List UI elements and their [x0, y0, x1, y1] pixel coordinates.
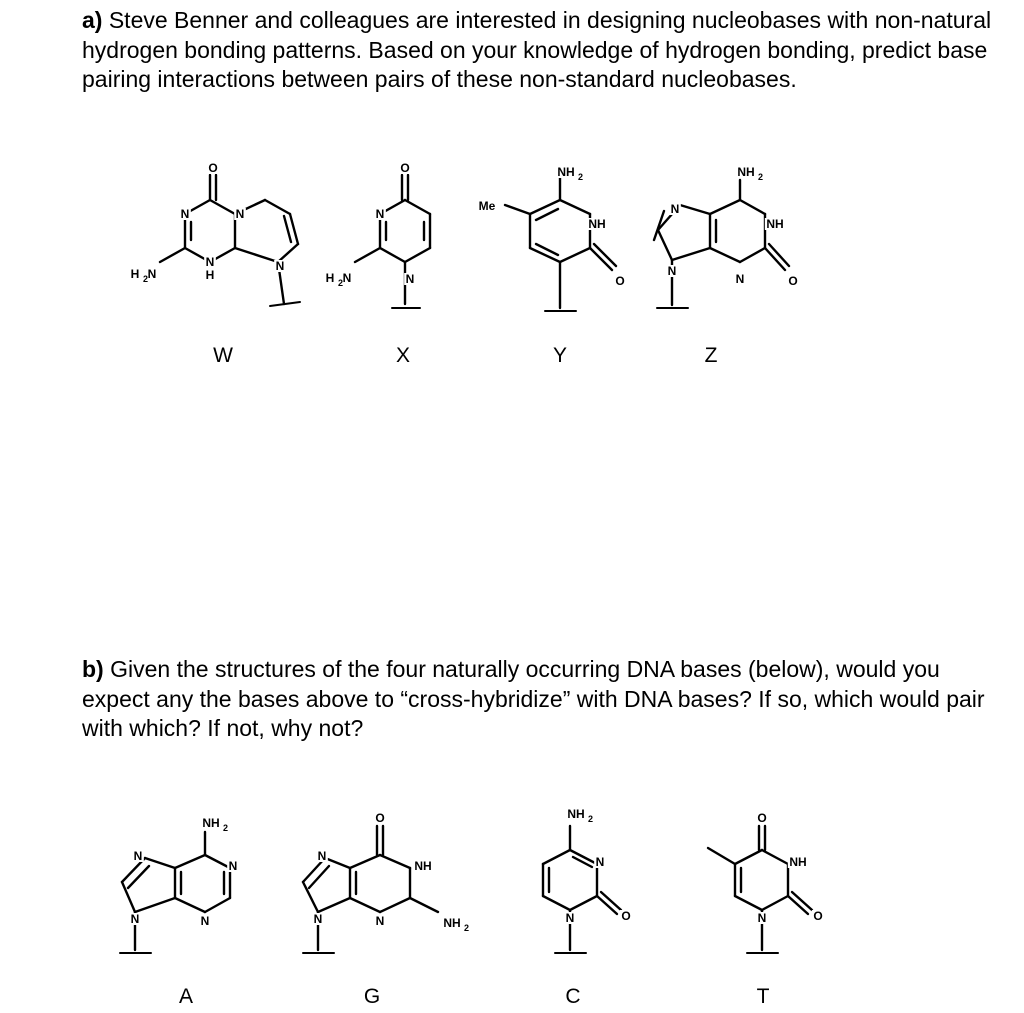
- label-y: Y: [552, 344, 568, 367]
- y-amino: NH: [557, 165, 575, 179]
- x-n3: N: [375, 207, 385, 221]
- a-n3: N: [200, 914, 210, 928]
- z-carbonyl-o: O: [788, 274, 798, 288]
- label-t: T: [756, 985, 770, 1008]
- y-nh: NH: [588, 217, 606, 231]
- w-carbonyl-o: O: [208, 161, 218, 175]
- w-n3: N: [180, 207, 190, 221]
- g-amino: NH: [443, 916, 461, 930]
- question-a-label: a): [82, 7, 103, 33]
- g-carbonyl-o: O: [375, 811, 385, 825]
- x-n1: N: [405, 272, 415, 286]
- w-h2n-n: N: [147, 267, 157, 281]
- structure-t: [708, 826, 812, 953]
- c-n1: N: [565, 911, 575, 925]
- x-h2n-h: H: [325, 271, 335, 285]
- w-n9: N: [275, 259, 285, 273]
- structure-z: [654, 180, 789, 308]
- label-g: G: [363, 985, 381, 1008]
- label-a: A: [178, 985, 194, 1008]
- x-carbonyl-o: O: [400, 161, 410, 175]
- g-n3: N: [375, 914, 385, 928]
- g-n9: N: [313, 912, 323, 926]
- a-amino: NH: [202, 816, 220, 830]
- g-amino-sub: 2: [464, 923, 470, 933]
- w-n1: N: [205, 255, 215, 269]
- z-n7: N: [670, 202, 680, 216]
- label-w: W: [213, 344, 233, 367]
- question-b-label: b): [82, 656, 104, 682]
- question-a-text: Steve Benner and colleagues are interested in designing nucleobases with non-natural hydrogen bonding patterns. Based on your knowledge of hydrogen bonding, predict base pairing interactions between pairs of these non-standard nucleobases.: [82, 7, 992, 92]
- structure-w: [160, 175, 300, 306]
- t-n1: N: [757, 911, 767, 925]
- w-n1-h: H: [205, 268, 215, 282]
- g-n7: N: [317, 849, 327, 863]
- x-h2n-sub: 2: [338, 278, 344, 288]
- c-amino-sub: 2: [588, 814, 594, 824]
- label-x: X: [395, 344, 411, 367]
- label-z: Z: [704, 344, 718, 367]
- a-n7: N: [133, 849, 143, 863]
- c-amino: NH: [567, 807, 585, 821]
- w-h2n-sub: 2: [143, 274, 149, 284]
- y-methyl: Me: [478, 199, 496, 213]
- question-b-text: Given the structures of the four naturally occurring DNA bases (below), would you expect any the bases above to “cross-hybridize” with DNA bases? If so, which would pair with which? If not, why not?: [82, 656, 985, 741]
- z-amino-sub: 2: [758, 172, 764, 182]
- structure-y: [505, 178, 616, 311]
- z-nh: NH: [766, 217, 784, 231]
- t-carbonyl-o-2: O: [813, 909, 823, 923]
- structure-c: [543, 826, 621, 953]
- z-n: N: [735, 272, 745, 286]
- label-c: C: [565, 985, 581, 1008]
- x-h2n-n: N: [342, 271, 352, 285]
- w-n: N: [235, 207, 245, 221]
- t-nh: NH: [789, 855, 807, 869]
- t-carbonyl-o: O: [757, 811, 767, 825]
- y-carbonyl-o: O: [615, 274, 625, 288]
- y-amino-sub: 2: [578, 172, 584, 182]
- c-carbonyl-o: O: [621, 909, 631, 923]
- structure-x: [355, 175, 430, 308]
- structure-g: [303, 826, 438, 953]
- z-amino: NH: [737, 165, 755, 179]
- c-n3: N: [595, 855, 605, 869]
- z-n9: N: [667, 264, 677, 278]
- a-n9: N: [130, 912, 140, 926]
- a-amino-sub: 2: [223, 823, 229, 833]
- a-n1: N: [228, 859, 238, 873]
- g-nh: NH: [414, 859, 432, 873]
- w-h2n-h: H: [130, 267, 140, 281]
